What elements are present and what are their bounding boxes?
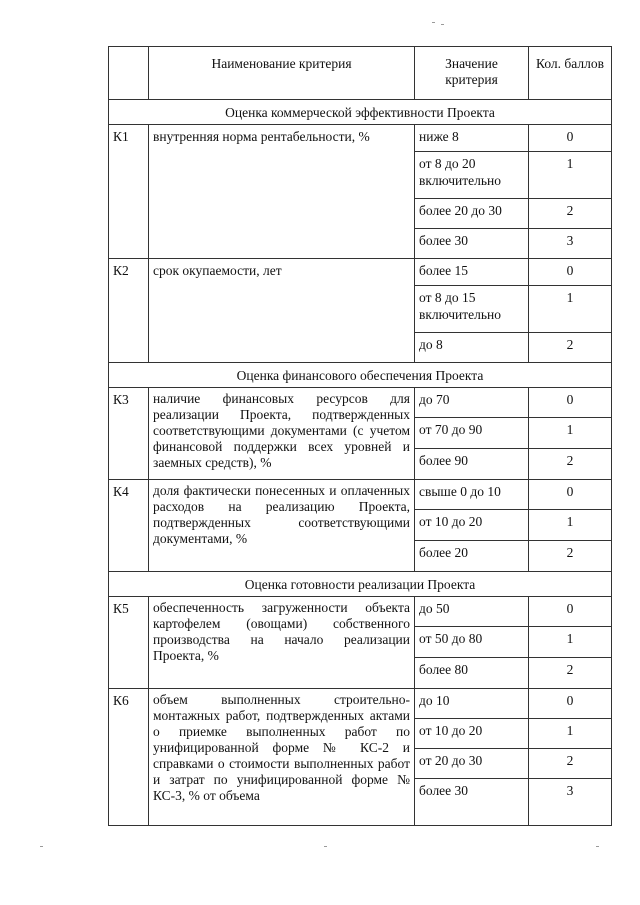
- criterion-value: от 8 до 20 включительно: [415, 152, 529, 199]
- table-row: [109, 480, 612, 510]
- header-code-cell: [109, 47, 149, 100]
- scan-speck: [324, 846, 327, 847]
- criterion-value: от 20 до 30: [415, 749, 529, 779]
- scan-speck: [40, 846, 43, 847]
- section-title: Оценка коммерческой эффективности Проекта: [109, 100, 612, 125]
- header-criterion-name: Наименование критерия: [149, 47, 415, 100]
- section-title: Оценка финансового обеспечения Проекта: [109, 363, 612, 388]
- criterion-value: от 8 до 15 включительно: [415, 286, 529, 333]
- criterion-code: К1: [109, 125, 149, 259]
- criterion-value: от 10 до 20: [415, 719, 529, 749]
- criterion-points: 0: [529, 388, 612, 418]
- table-row: [109, 388, 612, 418]
- section-row-commercial: [109, 100, 612, 125]
- table-row: [109, 259, 612, 286]
- criterion-points: 0: [529, 480, 612, 510]
- criterion-points: 1: [529, 510, 612, 541]
- scan-speck: [441, 24, 444, 25]
- criterion-points: 1: [529, 627, 612, 658]
- scan-speck: [432, 22, 435, 23]
- criterion-value: свыше 0 до 10: [415, 480, 529, 510]
- criterion-value: более 20 до 30: [415, 199, 529, 229]
- criterion-points: 2: [529, 658, 612, 689]
- criterion-points: 3: [529, 229, 612, 259]
- criterion-value: более 20: [415, 541, 529, 572]
- criterion-points: 2: [529, 449, 612, 480]
- criterion-value: от 70 до 90: [415, 418, 529, 449]
- criterion-name: обеспеченность загруженности объекта картофелем (овощами) собственного производства на начало реализации Проекта, %: [149, 597, 415, 689]
- criterion-value: от 10 до 20: [415, 510, 529, 541]
- criterion-value: до 70: [415, 388, 529, 418]
- criterion-value: до 50: [415, 597, 529, 627]
- criterion-value: от 50 до 80: [415, 627, 529, 658]
- section-row-readiness: [109, 572, 612, 597]
- criterion-code: К5: [109, 597, 149, 689]
- criterion-value: до 8: [415, 333, 529, 363]
- criterion-code: К4: [109, 480, 149, 572]
- header-criterion-value: Значение критерия: [415, 47, 529, 100]
- criterion-value: более 30: [415, 229, 529, 259]
- criterion-points: 1: [529, 418, 612, 449]
- criterion-points: 2: [529, 541, 612, 572]
- criterion-name: внутренняя норма рентабельности, %: [149, 125, 415, 259]
- criterion-name: объем выполненных строительно-монтажных работ, подтвержденных актами о приемке выполненных работ по унифицированной форме № КС-2 и справками о стоимости выполненных работ и затрат по унифицированной форме № КС-3, % от объема: [149, 689, 415, 826]
- table-row: [109, 125, 612, 152]
- criterion-points: 0: [529, 125, 612, 152]
- criteria-table: [108, 46, 612, 826]
- table-row: [109, 597, 612, 627]
- criterion-points: 2: [529, 333, 612, 363]
- section-row-financial: [109, 363, 612, 388]
- criterion-code: К6: [109, 689, 149, 826]
- table-row: [109, 689, 612, 719]
- criterion-points: 0: [529, 259, 612, 286]
- criterion-code: К3: [109, 388, 149, 480]
- table-header-row: [109, 47, 612, 100]
- criterion-name: наличие финансовых ресурсов для реализации Проекта, подтвержденных соответствующими документами (с учетом финансовой поддержки всех уровней и заемных средств), %: [149, 388, 415, 480]
- criterion-value: более 15: [415, 259, 529, 286]
- criterion-value: до 10: [415, 689, 529, 719]
- section-title: Оценка готовности реализации Проекта: [109, 572, 612, 597]
- criterion-points: 0: [529, 597, 612, 627]
- header-points: Кол. баллов: [529, 47, 612, 100]
- criterion-name: срок окупаемости, лет: [149, 259, 415, 363]
- criterion-name: доля фактически понесенных и оплаченных расходов на реализацию Проекта, подтвержденных соответствующими документами, %: [149, 480, 415, 572]
- criterion-value: более 90: [415, 449, 529, 480]
- criterion-value: ниже 8: [415, 125, 529, 152]
- criterion-points: 2: [529, 749, 612, 779]
- criterion-points: 1: [529, 719, 612, 749]
- criterion-points: 1: [529, 286, 612, 333]
- criterion-value: более 30: [415, 779, 529, 826]
- criterion-code: К2: [109, 259, 149, 363]
- scan-speck: [596, 846, 599, 847]
- criterion-points: 0: [529, 689, 612, 719]
- criterion-value: более 80: [415, 658, 529, 689]
- criterion-points: 3: [529, 779, 612, 826]
- criterion-points: 1: [529, 152, 612, 199]
- criterion-points: 2: [529, 199, 612, 229]
